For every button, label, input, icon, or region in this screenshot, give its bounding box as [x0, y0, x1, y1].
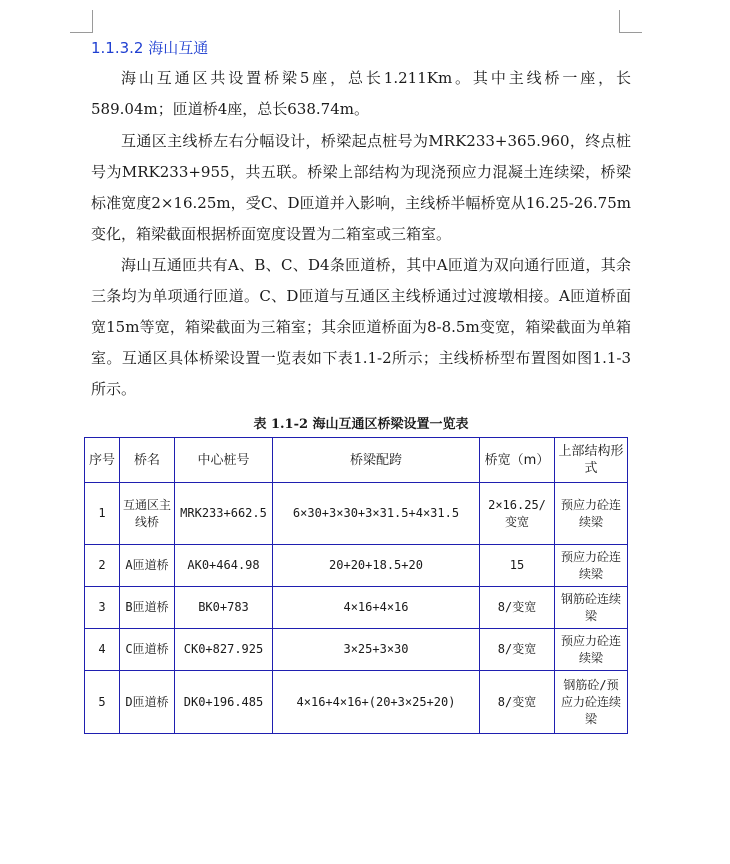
- cell-structure[interactable]: 钢筋砼连续梁: [555, 587, 628, 629]
- cell-station[interactable]: BK0+783: [175, 587, 273, 629]
- paragraph-intro[interactable]: 海山互通区共设置桥梁5座，总长1.211Km。其中主线桥一座，长589.04m；匝道桥4座，总长638.74m。: [91, 69, 631, 118]
- cell-name[interactable]: D匝道桥: [120, 671, 175, 734]
- cell-span[interactable]: 20+20+18.5+20: [273, 545, 480, 587]
- cell-name[interactable]: C匝道桥: [120, 629, 175, 671]
- cell-station[interactable]: AK0+464.98: [175, 545, 273, 587]
- cell-span[interactable]: 4×16+4×16: [273, 587, 480, 629]
- cell-structure[interactable]: 预应力砼连续梁: [555, 629, 628, 671]
- paragraph-mainline-bridge[interactable]: 互通区主线桥左右分幅设计，桥梁起点桩号为MRK233+365.960，终点桩号为MRK233+955，共五联。桥梁上部结构为现浇预应力混凝土连续梁，桥梁标准宽度2×16.25m，受C、D匝道并入影响，主线桥半幅桥宽从16.25-26.75m变化，箱梁截面根据桥面宽度设置为二箱室或三箱室。: [91, 132, 631, 243]
- cell-span[interactable]: 6×30+3×30+3×31.5+4×31.5: [273, 483, 480, 545]
- cell-no[interactable]: 1: [85, 483, 120, 545]
- table-header-row: [85, 438, 628, 483]
- cell-name[interactable]: B匝道桥: [120, 587, 175, 629]
- page-corner-marker-left: [70, 10, 93, 33]
- paragraph-ramp-bridges[interactable]: 海山互通匝共有A、B、C、D4条匝道桥，其中A匝道为双向通行匝道，其余三条均为单项通行匝道。C、D匝道与互通区主线桥通过过渡墩相接。A匝道桥面宽15m等宽，箱梁截面为三箱室；其余匝道桥面为8-8.5m变宽，箱梁截面为单箱室。互通区具体桥梁设置一览表如下表1.1-2所示；主线桥桥型布置图如图1.1-3所示。: [91, 256, 631, 398]
- cell-no[interactable]: 5: [85, 671, 120, 734]
- cell-width[interactable]: 8/变宽: [480, 629, 555, 671]
- cell-width[interactable]: 15: [480, 545, 555, 587]
- table-row: [85, 483, 628, 545]
- cell-width[interactable]: 8/变宽: [480, 587, 555, 629]
- cell-name[interactable]: 互通区主线桥: [120, 483, 175, 545]
- cell-structure[interactable]: 预应力砼连续梁: [555, 483, 628, 545]
- header-cell-name[interactable]: 桥名: [120, 438, 175, 483]
- bridge-table: [84, 437, 628, 734]
- cell-structure[interactable]: 预应力砼连续梁: [555, 545, 628, 587]
- table-caption[interactable]: 表 1.1-2 海山互通区桥梁设置一览表: [253, 417, 469, 432]
- cell-no[interactable]: 3: [85, 587, 120, 629]
- header-cell-no[interactable]: 序号: [85, 438, 120, 483]
- cell-width[interactable]: 2×16.25/变宽: [480, 483, 555, 545]
- cell-no[interactable]: 4: [85, 629, 120, 671]
- cell-span[interactable]: 4×16+4×16+(20+3×25+20): [273, 671, 480, 734]
- cell-name[interactable]: A匝道桥: [120, 545, 175, 587]
- table-row: [85, 671, 628, 734]
- table-row: [85, 545, 628, 587]
- cell-span[interactable]: 3×25+3×30: [273, 629, 480, 671]
- header-cell-span[interactable]: 桥梁配跨: [273, 438, 480, 483]
- header-cell-structure[interactable]: 上部结构形式: [555, 438, 628, 483]
- section-heading[interactable]: 1.1.3.2 海山互通: [91, 39, 209, 57]
- cell-station[interactable]: CK0+827.925: [175, 629, 273, 671]
- cell-station[interactable]: DK0+196.485: [175, 671, 273, 734]
- header-cell-width[interactable]: 桥宽（m）: [480, 438, 555, 483]
- table-row: [85, 629, 628, 671]
- cell-station[interactable]: MRK233+662.5: [175, 483, 273, 545]
- cell-no[interactable]: 2: [85, 545, 120, 587]
- table-row: [85, 587, 628, 629]
- page-corner-marker-right: [619, 10, 642, 33]
- cell-width[interactable]: 8/变宽: [480, 671, 555, 734]
- cell-structure[interactable]: 钢筋砼/预应力砼连续梁: [555, 671, 628, 734]
- header-cell-station[interactable]: 中心桩号: [175, 438, 273, 483]
